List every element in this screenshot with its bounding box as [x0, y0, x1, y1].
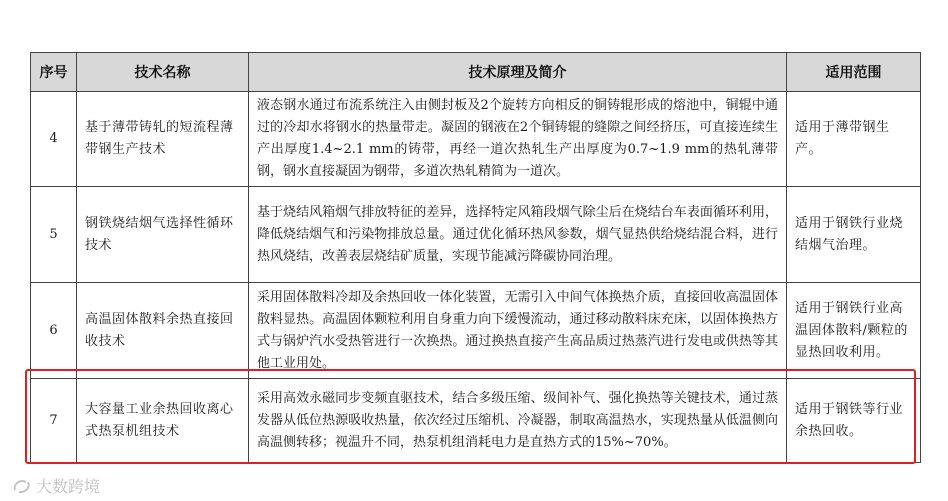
table-row — [31, 283, 921, 379]
globe-swirl-logo-icon — [12, 478, 32, 494]
watermark-text: 大数跨境 — [36, 477, 101, 496]
row-scope: 适用于钢铁行业高温固体散料/颗粒的显热回收利用。 — [787, 283, 921, 379]
row-number: 4 — [31, 92, 77, 187]
watermark — [12, 474, 100, 497]
row-number: 7 — [31, 379, 77, 463]
row-tech-name: 钢铁烧结烟气选择性循环技术 — [77, 187, 249, 283]
row-scope: 适用于钢铁行业烧结烟气治理。 — [787, 187, 921, 283]
row-tech-name: 大容量工业余热回收离心式热泵机组技术 — [77, 379, 249, 463]
row-tech-name: 基于薄带铸轧的短流程薄带钢生产技术 — [77, 92, 249, 187]
table-row-highlighted — [31, 379, 921, 463]
header-tech-name: 技术名称 — [77, 53, 249, 92]
row-tech-description: 基于烧结风箱烟气排放特征的差异，选择特定风箱段烟气除尘后在烧结台车表面循环利用，降低烧结烟气和污染物排放总量。通过优化循环热风参数，烟气显热供给烧结混合料，进行热风烧结，改善表层烧结矿质量，实现节能减污降碳协同治理。 — [249, 187, 787, 283]
header-scope: 适用范围 — [787, 53, 921, 92]
table-row — [31, 92, 921, 187]
row-scope: 适用于钢铁等行业余热回收。 — [787, 379, 921, 463]
header-number: 序号 — [31, 53, 77, 92]
row-tech-description: 液态钢水通过布流系统注入由侧封板及2个旋转方向相反的铜铸辊形成的熔池中，铜辊中通过的冷却水将钢水的热量带走。凝固的钢液在2个铜铸辊的缝隙之间经挤压，可直接连续生产出厚度1.4~2.1 mm的铸带，再经一道次热轧生产出厚度为0.7~1.9 mm的热轧薄带钢，钢水直接凝固为钢带，多道次热轧精简为一道次。 — [249, 92, 787, 187]
header-tech-principle: 技术原理及简介 — [249, 53, 787, 92]
table-row — [31, 187, 921, 283]
row-tech-description: 采用固体散料冷却及余热回收一体化装置，无需引入中间气体换热介质，直接回收高温固体散料显热。高温固体颗粒利用自身重力向下缓慢流动，通过移动散料床充床，以固体换热方式与锅炉汽水受热管进行一次换热。通过换热直接产生高品质过热蒸汽进行发电或供热等其他工业用处。 — [249, 283, 787, 379]
row-number: 6 — [31, 283, 77, 379]
technology-table — [30, 52, 921, 463]
row-tech-description: 采用高效永磁同步变频直驱技术，结合多级压缩、级间补气、强化换热等关键技术，通过蒸发器从低位热源吸收热量，依次经过压缩机、冷凝器，制取高温热水，实现热量从低温侧向高温侧转移；视温升不同，热泵机组消耗电力是直热方式的15%~70%。 — [249, 379, 787, 463]
row-tech-name: 高温固体散料余热直接回收技术 — [77, 283, 249, 379]
row-number: 5 — [31, 187, 77, 283]
row-scope: 适用于薄带钢生产。 — [787, 92, 921, 187]
table-header-row — [31, 53, 921, 92]
